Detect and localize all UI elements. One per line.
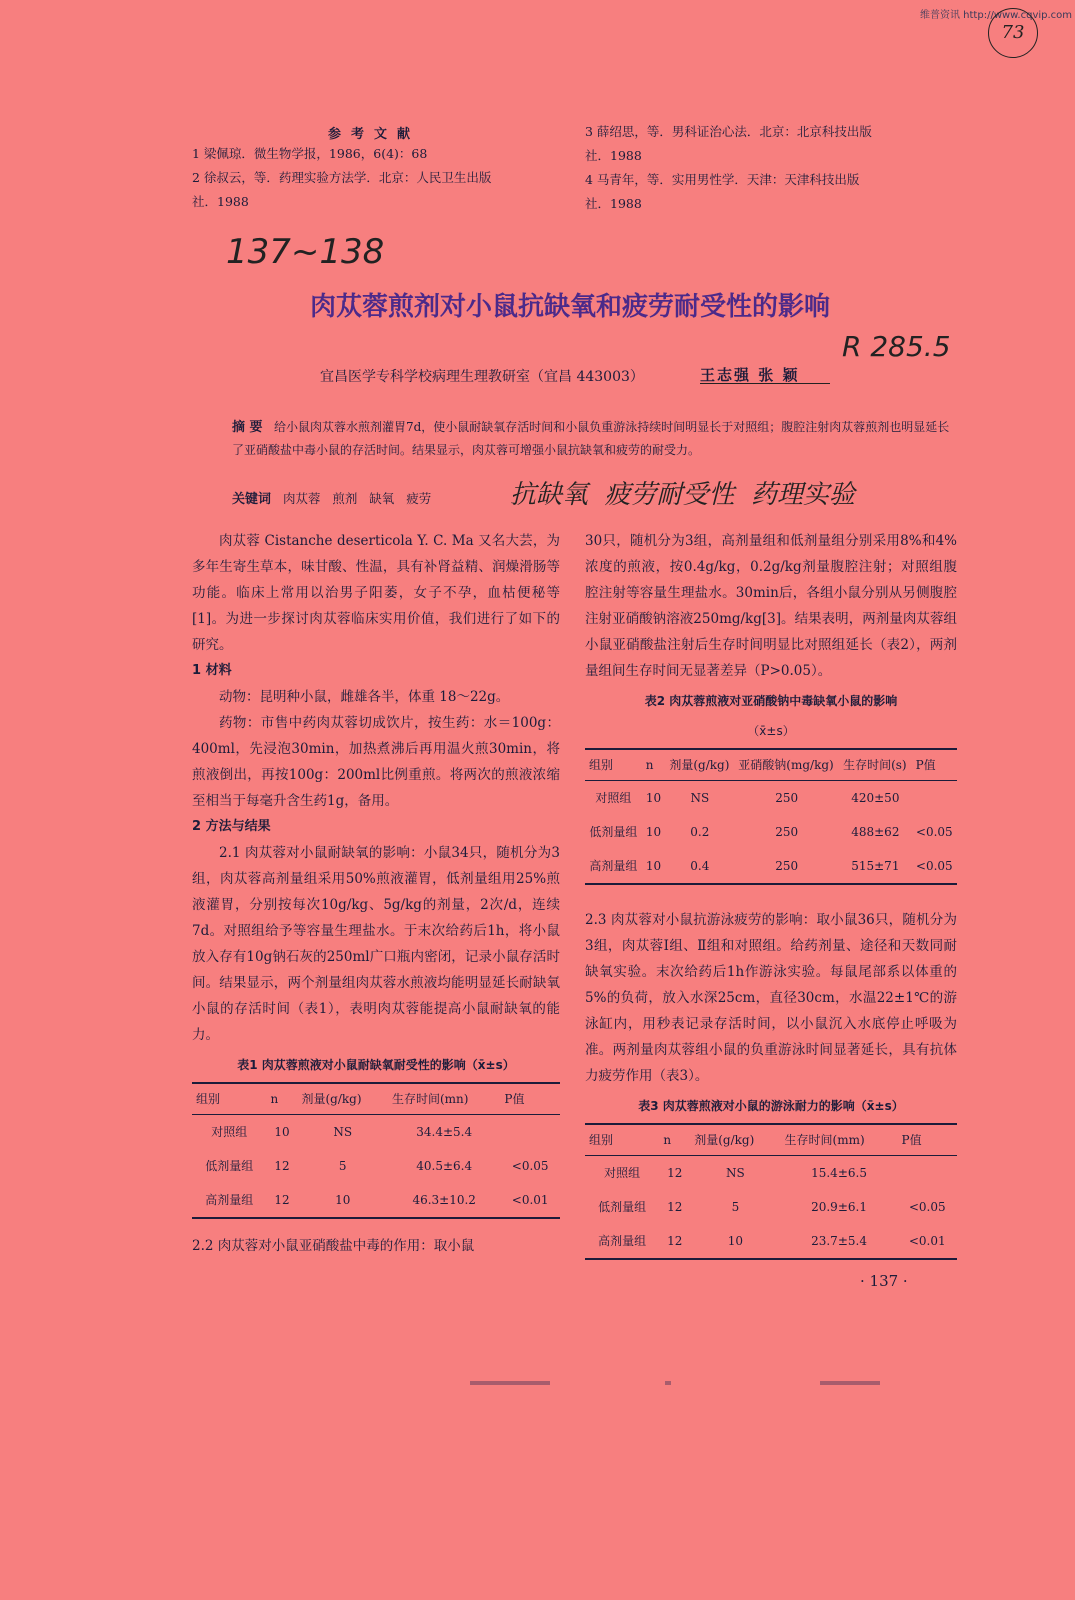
- reference-item: 社．1988: [585, 148, 642, 163]
- reference-item: 社．1988: [192, 194, 249, 209]
- table-cell: 高剂量组: [192, 1183, 267, 1218]
- table-cell: <0.05: [915, 825, 953, 839]
- table-cell: 46.3±10.2: [388, 1183, 500, 1218]
- table-cell: 5: [338, 1159, 347, 1173]
- table-cell: 488±62: [851, 825, 900, 839]
- table-cell: [898, 1156, 957, 1191]
- handwritten-keywords-note: 抗缺氧 疲劳耐受性 药理实验: [510, 480, 856, 510]
- handwritten-code: R 285.5: [842, 330, 951, 363]
- table-cell: 12: [659, 1224, 690, 1259]
- authors: 王志强 张 颖: [700, 366, 800, 384]
- table3-header: 生存时间(mm): [781, 1124, 898, 1156]
- table-cell: 高剂量组: [585, 1224, 659, 1259]
- table-row: [585, 815, 957, 849]
- abstract-text: 给小鼠肉苁蓉水煎剂灌胃7d，使小鼠耐缺氧存活时间和小鼠负重游泳持续时间明显长于对照组；腹腔注射肉苁蓉煎剂也明显延长了亚硝酸盐中毒小鼠的存活时间。结果显示，肉苁蓉可增强小鼠抗缺氧和疲劳的耐受力。: [232, 420, 950, 457]
- keywords-label: 关键词: [232, 492, 272, 507]
- reference-item: 2 徐叔云，等．药理实验方法学．北京：人民卫生出版: [192, 170, 492, 185]
- table-cell: [912, 781, 957, 816]
- table-cell: 12: [667, 1166, 683, 1180]
- affiliation: 宜昌医学专科学校病理生理教研室（宜昌 443003）: [320, 369, 644, 385]
- table-row: [585, 1156, 957, 1191]
- table2-header: 亚硝酸钠(mg/kg): [734, 749, 839, 781]
- table-row: [192, 1149, 560, 1183]
- table2-caption: 表2 肉苁蓉煎液对亚硝酸钠中毒缺氧小鼠的影响: [644, 694, 898, 708]
- table-cell: 高剂量组: [585, 849, 642, 884]
- section-1-heading: 1 材料: [192, 663, 232, 678]
- references-title: 参考文献: [328, 127, 421, 142]
- table2-header: 剂量(g/kg): [665, 749, 734, 781]
- reference-item: 社．1988: [585, 196, 642, 211]
- reference-item: 1 梁佩琼．微生物学报，1986，6(4)：68: [192, 146, 428, 161]
- page-number: · 137 ·: [860, 1272, 908, 1290]
- table1-caption: 表1 肉苁蓉煎液对小鼠耐缺氧耐受性的影响（x̄±s）: [237, 1058, 515, 1072]
- reference-item: 4 马青年，等．实用男性学．天津：天津科技出版: [585, 172, 860, 187]
- table-row: [585, 781, 957, 816]
- left-column: [192, 528, 560, 1259]
- keywords: [232, 488, 431, 507]
- keywords-text: 肉苁蓉 煎剂 缺氧 疲劳: [282, 491, 432, 506]
- table-row: [585, 849, 957, 884]
- reference-item: 3 薛绍思，等．男科证治心法．北京：北京科技出版: [585, 124, 872, 139]
- table1-header: 生存时间(mn): [388, 1083, 500, 1115]
- table2: [585, 748, 957, 885]
- table-cell: 250: [775, 825, 799, 839]
- table-cell: 10: [645, 791, 662, 805]
- table-cell: <0.05: [908, 1200, 946, 1214]
- table3-header: 剂量(g/kg): [690, 1124, 780, 1156]
- table3: [585, 1123, 957, 1260]
- table-row: [192, 1115, 560, 1150]
- table1: [192, 1082, 560, 1219]
- table2-header: n: [642, 749, 666, 781]
- table1-header: 剂量(g/kg): [297, 1083, 388, 1115]
- table-cell: 40.5±6.4: [416, 1159, 473, 1173]
- table-cell: NS: [690, 791, 710, 805]
- table-cell: <0.01: [898, 1224, 957, 1259]
- table3-header: P值: [898, 1124, 957, 1156]
- table-cell: NS: [333, 1125, 353, 1139]
- handwritten-pages: 137~138: [226, 232, 385, 272]
- table-cell: <0.01: [500, 1183, 560, 1218]
- scan-artifact: [470, 1381, 550, 1385]
- table-cell: <0.05: [511, 1159, 549, 1173]
- section-2-2-continued: 30只，随机分为3组，高剂量组和低剂量组分别采用8%和4%浓度的煎液，按0.4g/kg，0.2g/kg剂量腹腔注射；对照组腹腔注射等容量生理盐水。30min后，各组小鼠分别从另侧腹腔注射亚硝酸钠溶液250mg/kg[3]。结果表明，两剂量肉苁蓉组小鼠亚硝酸盐注射后生存时间明显比对照组延长（表2），两剂量组间生存时间无显著差异（P>0.05）。: [585, 533, 957, 679]
- scan-artifact: [665, 1381, 671, 1385]
- table-row: [585, 1224, 957, 1259]
- table-cell: 低剂量组: [205, 1159, 254, 1173]
- table2-header: P值: [912, 749, 957, 781]
- table1-header: 组别: [192, 1083, 267, 1115]
- animals-paragraph: 动物：昆明种小鼠，雌雄各半，体重 18～22g。: [219, 689, 510, 705]
- table1-header: n: [267, 1083, 298, 1115]
- table-cell: 420±50: [851, 791, 900, 805]
- section-2-3-paragraph: 2.3 肉苁蓉对小鼠抗游泳疲劳的影响：取小鼠36只，随机分为3组，肉苁蓉Ⅰ组、Ⅱ组和对照组。给药剂量、途径和天数同耐缺氧实验。末次给药后1h作游泳实验。每鼠尾部系以体重的5%的负荷，放入水深25cm，直径30cm，水温22±1℃的游泳缸内，用秒表记录存活时间，以小鼠沉入水底停止呼吸为准。两剂量肉苁蓉组小鼠的负重游泳时间显著延长，具有抗体力疲劳作用（表3）。: [585, 912, 957, 1084]
- section-2-heading: 2 方法与结果: [192, 819, 271, 834]
- table-cell: 0.2: [690, 825, 710, 839]
- table-cell: 对照组: [211, 1125, 248, 1139]
- table-cell: 0.4: [665, 849, 734, 884]
- handwritten-page-circle: 73: [988, 8, 1038, 58]
- table-cell: 低剂量组: [598, 1200, 647, 1214]
- table2-header: 生存时间(s): [839, 749, 911, 781]
- section-2-1-paragraph: 2.1 肉苁蓉对小鼠耐缺氧的影响：小鼠34只，随机分为3组，肉苁蓉高剂量组采用50%煎液灌胃，低剂量组用25%煎液灌胃，分别按每次10g/kg、5g/kg的剂量，2次/d，连续7d。对照组给予等容量生理盐水。于末次给药后1h，将小鼠放入存有10g钠石灰的250ml广口瓶内密闭，记录小鼠存活时间。结果显示，两个剂量组肉苁蓉水煎液均能明显延长耐缺氧小鼠的存活时间（表1），表明肉苁蓉能提高小鼠耐缺氧的能力。: [192, 845, 560, 1043]
- table-cell: 15.4±6.5: [811, 1166, 867, 1180]
- table-cell: 12: [274, 1159, 290, 1173]
- drugs-paragraph: 药物：市售中药肉苁蓉切成饮片，按生药：水＝100g：400ml，先浸泡30min，加热煮沸后再用温火煎30min，将煎液倒出，再按100g：200ml比例重煎。将两次的煎液浓缩至相当于每毫升含生药1g，备用。: [192, 715, 560, 809]
- table-cell: 250: [775, 791, 799, 805]
- authors-underline: [700, 383, 830, 384]
- table-row: [585, 1190, 957, 1224]
- table-cell: 5: [731, 1200, 740, 1214]
- table-cell: 12: [667, 1200, 683, 1214]
- table-cell: 12: [267, 1183, 298, 1218]
- table-cell: 对照组: [604, 1166, 641, 1180]
- scan-artifact: [820, 1381, 880, 1385]
- table3-caption: 表3 肉苁蓉煎液对小鼠的游泳耐力的影响（x̄±s）: [638, 1099, 904, 1113]
- abstract: [232, 416, 952, 462]
- table-cell: 低剂量组: [589, 825, 638, 839]
- table-cell: 34.4±5.4: [416, 1125, 473, 1139]
- article-title: 肉苁蓉煎剂对小鼠抗缺氧和疲劳耐受性的影响: [309, 292, 830, 322]
- table-cell: <0.05: [912, 849, 957, 884]
- table-cell: 250: [734, 849, 839, 884]
- table-cell: NS: [726, 1166, 745, 1180]
- table-cell: 对照组: [595, 791, 632, 805]
- table-cell: 10: [297, 1183, 388, 1218]
- table-cell: 23.7±5.4: [781, 1224, 898, 1259]
- right-column: [585, 528, 957, 1260]
- table3-header: 组别: [585, 1124, 659, 1156]
- table-cell: [500, 1115, 560, 1150]
- table-cell: 515±71: [839, 849, 911, 884]
- abstract-label: 摘 要: [232, 420, 263, 435]
- table2-header: 组别: [585, 749, 642, 781]
- table1-header: P值: [500, 1083, 560, 1115]
- table-cell: 10: [642, 849, 666, 884]
- table-row: [192, 1183, 560, 1218]
- table3-header: n: [659, 1124, 690, 1156]
- table-cell: 10: [645, 825, 662, 839]
- watermark: 维普资讯 http://www.cqvip.com: [920, 10, 1073, 21]
- table2-subcaption: （x̄±s）: [747, 724, 795, 738]
- intro-paragraph: 肉苁蓉 Cistanche deserticola Y. C. Ma 又名大芸，为多年生寄生草本，味甘酸、性温，具有补肾益精、润燥滑肠等功能。临床上常用以治男子阳萎，女子不孕，血枯便秘等[1]。为进一步探讨肉苁蓉临床实用价值，我们进行了如下的研究。: [192, 533, 560, 653]
- table-cell: 10: [274, 1125, 290, 1139]
- section-2-2-paragraph: 2.2 肉苁蓉对小鼠亚硝酸盐中毒的作用：取小鼠: [192, 1238, 475, 1254]
- table-cell: 20.9±6.1: [811, 1200, 867, 1214]
- table-cell: 10: [690, 1224, 780, 1259]
